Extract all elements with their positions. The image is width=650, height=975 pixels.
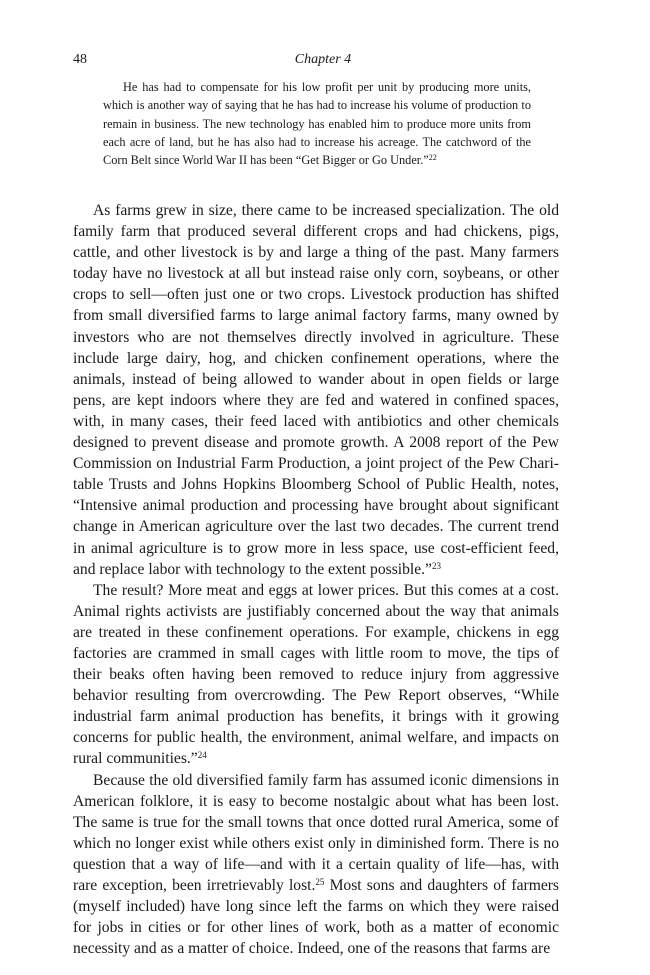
page-header xyxy=(73,52,573,70)
block-quote xyxy=(103,78,531,169)
running-head: Chapter 4 xyxy=(294,52,352,67)
paragraph-family-farm xyxy=(73,770,559,960)
paragraph-text: Most sons and daughters of farmers (myself included) have long since left the farms on which they were raised for jobs in cities or for other lines of work, both as a matter of economic necessity and as a matter of choice. Indeed, one of the reasons that farms are xyxy=(73,877,560,958)
page-number: 48 xyxy=(73,52,87,67)
footnote-ref-25: 25 xyxy=(315,877,325,887)
footnote-ref-23: 23 xyxy=(431,560,441,571)
paragraph-text: As farms grew in size, there came to be increased specialization. The old family farm that produced several different crops and had chickens, pigs, cattle, and other livestock is by and large a thing of the past. Many farmers today have no livestock at all but instead raise only corn, soybeans, or other crops to sell—often just one or two crops. Livestock production has shifted from small diversified farms to large animal factory farms, many owned by investors who are not themselves directly involved in agriculture. These include large dairy, hog, and chicken confinement operations, where the animals, instead of being allowed to wander about in open fields or large pens, are kept indoors where they are fed and watered in confined spaces, with, in many cases, their feed laced with antibiotics and other chemicals designed to prevent disease and promote growth. A 2008 report of the Pew Commission on Industrial Farm Production, a joint project of the Pew Charitable Trusts and Johns Hopkins Bloomberg School of Public Health, notes, “Intensive animal production and processing have brought about significant change in American agriculture over the last two decades. The current trend in animal agriculture is to grow more in less space, use cost-efficient feed, and replace labor with technology to the extent possible.” xyxy=(73,202,559,578)
paragraph-result xyxy=(73,580,559,770)
paragraph-text: Because the old diversified family farm has assumed iconic dimensions in American folklore, it is easy to become nostalgic about what has been lost. The same is true for the small towns that once dotted rural America, some of which no longer exist while others exist only in diminished form. There is no question that a way of life—and with it a certain quality of life—has, with rare exception, been irretrievably lost. xyxy=(73,771,559,894)
paragraph-text: The result? More meat and eggs at lower prices. But this comes at a cost. Animal rights activists are justifiably concerned about the way that animals are treated in these confinement operations. For example, chickens in egg factories are crammed in small cages with little room to move, the tips of their beaks often having been removed to reduce injury from aggressive behavior resulting from overcrowding. The Pew Report observes, “While industrial farm animal production has benefits, it brings with it growing concerns for public health, the environment, animal welfare, and impacts on rural communities.” xyxy=(73,581,559,768)
footnote-ref-24: 24 xyxy=(197,750,207,761)
footnote-ref-22: 22 xyxy=(428,153,437,163)
body-text xyxy=(73,200,559,959)
paragraph-specialization xyxy=(73,200,559,580)
block-quote-text: He has had to compensate for his low profit per unit by producing more units, which is another way of saying that he has had to increase his volume of production to remain in business. The new technology has enabled him to produce more units from each acre of land, but he has also had to increase his acreage. The catchword of the Corn Belt since World War II has been “Get Bigger or Go Under.” xyxy=(103,80,531,168)
